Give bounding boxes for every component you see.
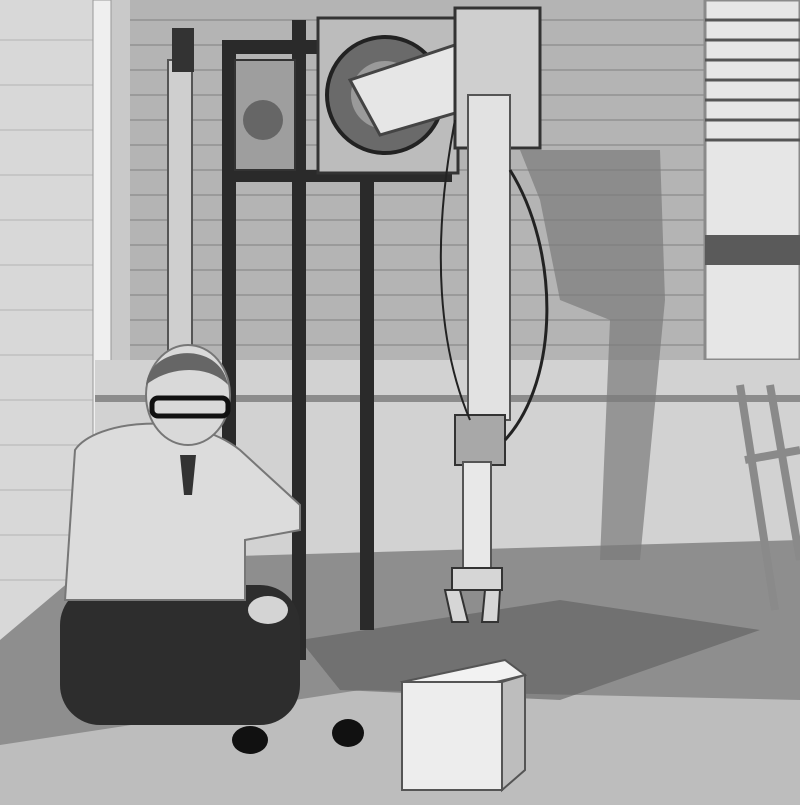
block: [232, 726, 268, 754]
left-gear: [243, 100, 283, 140]
cardboard-box: [402, 660, 525, 790]
robot-forearm: [468, 95, 510, 420]
rear-arm-top: [172, 28, 194, 72]
hand: [248, 596, 288, 624]
wrist-joint: [455, 415, 505, 465]
block: [332, 719, 364, 747]
window-sash: [705, 235, 800, 265]
right-window: [705, 0, 800, 360]
rear-arm: [168, 60, 192, 360]
lower-arm: [463, 462, 491, 572]
